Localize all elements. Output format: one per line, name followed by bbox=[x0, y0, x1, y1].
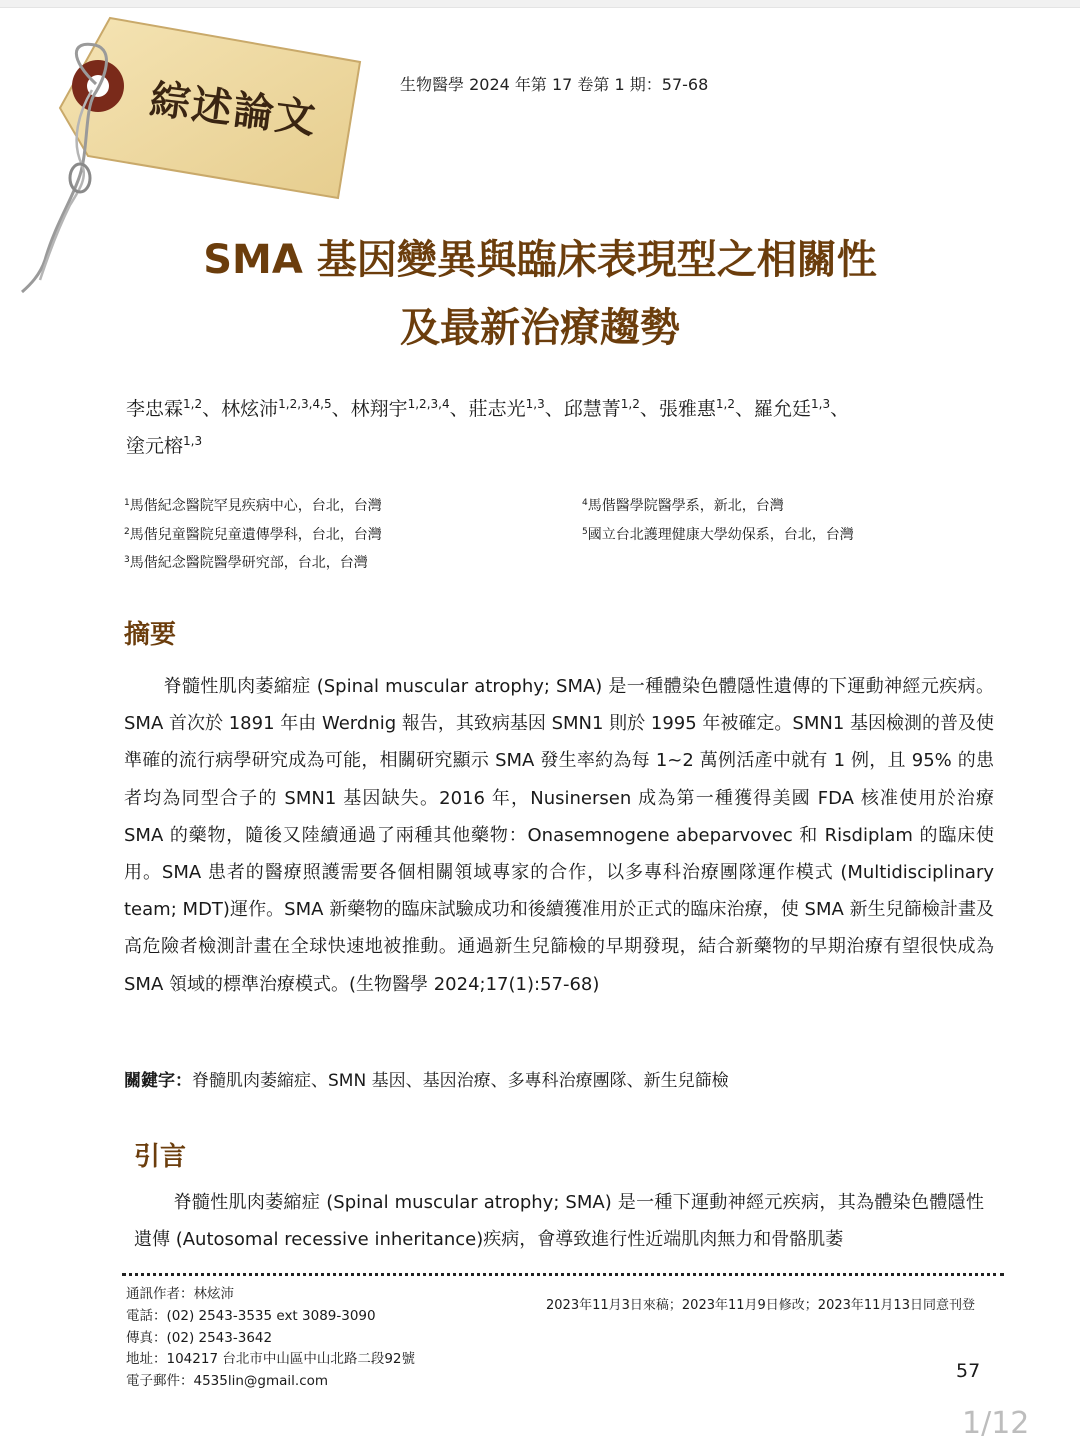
affiliation: $^1$馬偕紀念醫院罕見疾病中心，台北，台灣 bbox=[124, 498, 382, 514]
author: 塗元榕$^{1,3}$ bbox=[126, 434, 203, 457]
tag-label: 綜述論文 bbox=[147, 75, 320, 144]
affiliation: $^3$馬偕紀念醫院醫學研究部，台北，台灣 bbox=[124, 555, 368, 571]
address: 地址：104217 台北市中山區中山北路二段92號 bbox=[126, 1351, 416, 1368]
affiliation: $^2$馬偕兒童醫院兒童遺傳學科，台北，台灣 bbox=[124, 527, 382, 543]
keywords-text: 脊髓肌肉萎縮症、SMN 基因、基因治療、多專科治療團隊、新生兒篩檢 bbox=[192, 1071, 729, 1091]
email: 電子郵件：4535lin@gmail.com bbox=[126, 1373, 329, 1390]
author: 莊志光$^{1,3}$、 bbox=[468, 397, 564, 420]
author: 李忠霖$^{1,2}$、 bbox=[126, 397, 222, 420]
page-indicator: 1/12 bbox=[962, 1406, 1030, 1441]
title-line-2: 及最新治療趨勢 bbox=[400, 305, 680, 351]
phone: 電話：(02) 2543-3535 ext 3089-3090 bbox=[126, 1307, 376, 1324]
author-list bbox=[126, 388, 986, 462]
footer-divider bbox=[122, 1273, 1004, 1276]
abstract-heading: 摘要 bbox=[124, 620, 177, 650]
keywords-label: 關鍵字： bbox=[124, 1071, 192, 1091]
corresponding-author: 通訊作者：林炫沛 bbox=[126, 1286, 234, 1302]
intro-heading: 引言 bbox=[134, 1142, 187, 1172]
page-number: 57 bbox=[956, 1360, 981, 1382]
fax: 傳真：(02) 2543-3642 bbox=[126, 1329, 273, 1346]
affiliation: $^4$馬偕醫學院醫學系，新北，台灣 bbox=[582, 498, 784, 514]
journal-citation: 生物醫學 2024 年第 17 卷第 1 期：57-68 bbox=[400, 75, 709, 94]
author: 林翔宇$^{1,2,3,4}$、 bbox=[350, 397, 469, 420]
author: 林炫沛$^{1,2,3,4,5}$、 bbox=[221, 397, 351, 420]
keywords bbox=[124, 1066, 729, 1091]
abstract-text: 脊髓性肌肉萎縮症 (Spinal muscular atrophy; SMA) 是一種體染色體隱性遺傳的下運動神經元疾病。SMA 首次於 1891 年由 Werdnig 報告，其致病基因 SMN1 則於 1995 年被確定。SMN1 基因檢測的普及使準確的流行病學研究成為可能，相關研究顯示 SMA 發生率約為每 1~2 萬例活產中就有 1 例，且 95% 的患者均為同型合子的 SMN1 基因缺失。2016 年，Nusinersen 成為第一種獲得美國 FDA 核准使用於治療 SMA 的藥物，隨後又陸續通過了兩種其他藥物：Onasemnogene abeparvovec 和 Risdiplam 的臨床使用。SMA 患者的醫療照護需要各個相關領域專家的合作，以多專科治療團隊運作模式 (Multidisciplinary team; MDT)運作。SMA 新藥物的臨床試驗成功和後續獲准用於正式的臨床治療，使 SMA 新生兒篩檢計畫及高危險者檢測計畫在全球快速地被推動。通過新生兒篩檢的早期發現，結合新藥物的早期治療有望很快成為 SMA 領域的標準治療模式。(生物醫學 2024;17(1):57-68) bbox=[124, 676, 995, 995]
author: 邱慧菁$^{1,2}$、 bbox=[563, 397, 659, 420]
corresponding-author-info bbox=[126, 1284, 415, 1393]
title-line-1: SMA 基因變異與臨床表現型之相關性 bbox=[203, 237, 877, 283]
author: 羅允廷$^{1,3}$、 bbox=[753, 397, 850, 420]
author: 張雅惠$^{1,2}$、 bbox=[658, 397, 754, 420]
affiliation: $^5$國立台北護理健康大學幼保系，台北，台灣 bbox=[582, 527, 854, 543]
intro-text: 脊髓性肌肉萎縮症 (Spinal muscular atrophy; SMA) 是一種下運動神經元疾病，其為體染色體隱性遺傳 (Autosomal recessive inheritance)疾病，會導致進行性近端肌肉無力和骨骼肌萎 bbox=[134, 1192, 984, 1251]
submission-dates: 2023年11月3日來稿；2023年11月9日修改；2023年11月13日同意刊登 bbox=[546, 1298, 975, 1313]
